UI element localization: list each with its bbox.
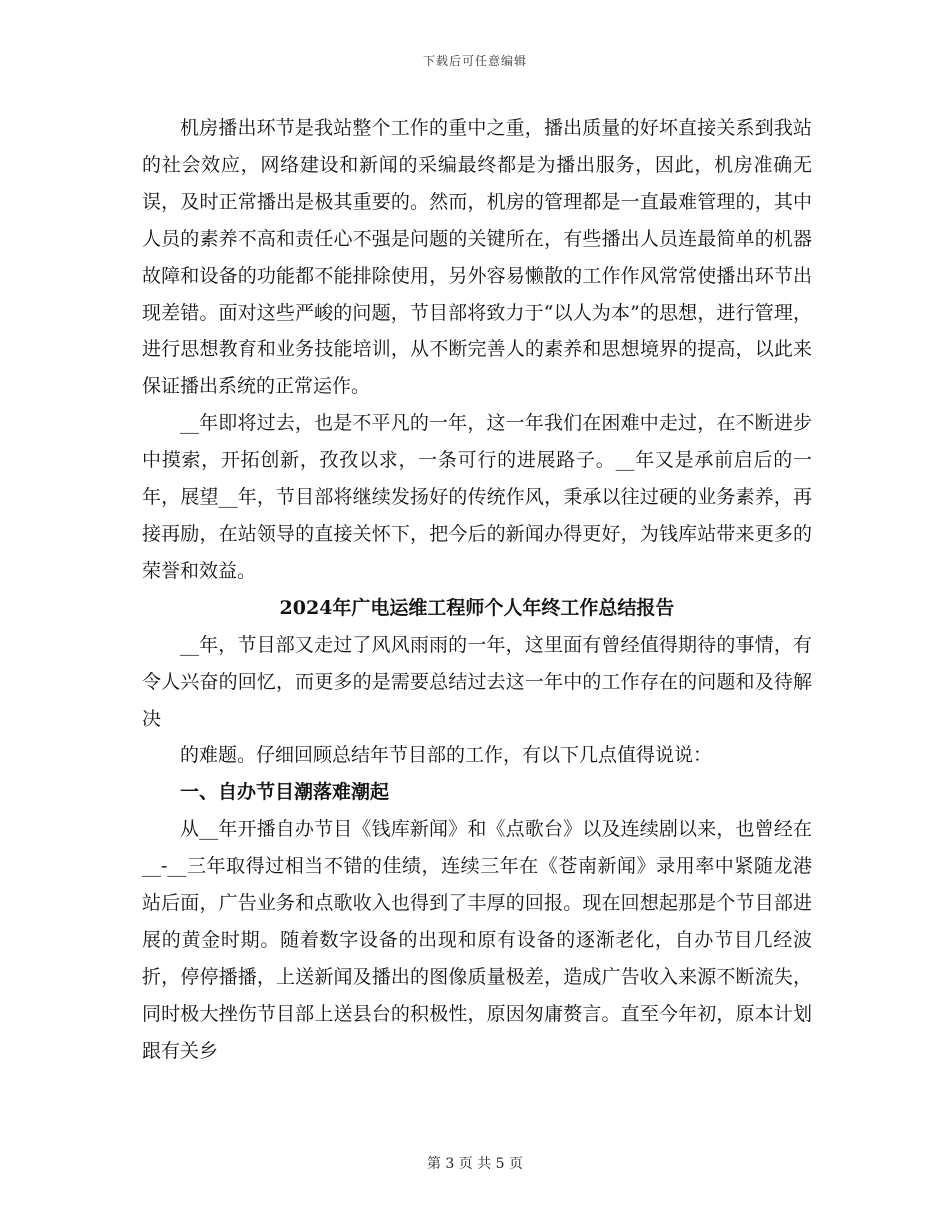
paragraph-intro: __年，节目部又走过了风风雨雨的一年，这里面有曾经值得期待的事情，有令人兴奋的回忆，而更多的是需要总结过去这一年中的工作存在的问题和及待解决 (142, 633, 812, 730)
paragraph-year-review: __年即将过去，也是不平凡的一年，这一年我们在困难中走过，在不断进步中摸索，开拓创新，孜孜以求，一条可行的进展路子。__年又是承前启后的一年，展望__年，节目部将继续发扬好的传统作风，秉承以往过硬的业务素养，再接再励，在站领导的直接关怀下，把今后的新闻办得更好，为钱库站带来更多的荣誉和效益。 (142, 412, 812, 582)
paragraph-self-programs: 从__年开播自办节目《钱库新闻》和《点歌台》以及连续剧以来，也曾经在__-__三年取得过相当不错的佳绩，连续三年在《苍南新闻》录用率中紧随龙港站后面，广告业务和点歌收入也得到了丰厚的回报。现在回想起那是个节目部进展的黄金时期。随着数字设备的出现和原有设备的逐渐老化，自办节目几经波折，停停播播，上送新闻及播出的图像质量极差，造成广告收入来源不断流失，同时极大挫伤节目部上送县台的积极性，原因匆庸赘言。直至今年初，原本计划跟有关乡 (142, 818, 812, 1062)
document-title: 2024年广电运维工程师个人年终工作总结报告 (279, 596, 675, 619)
document-body (142, 110, 812, 1070)
page-header: 下载后可任意编辑 (422, 54, 527, 68)
page-footer: 第 3 页 共 5 页 (426, 1156, 524, 1172)
paragraph-broadcast-room: 机房播出环节是我站整个工作的重中之重，播出质量的好坏直接关系到我站的社会效应，网络建设和新闻的采编最终都是为播出服务，因此，机房准确无误，及时正常播出是极其重要的。然而，机房的管理都是一直最难管理的，其中人员的素养不高和责任心不强是问题的关键所在，有些播出人员连最简单的机器故障和设备的功能都不能排除使用，另外容易懒散的工作作风常常使播出环节出现差错。面对这些严峻的问题，节目部将致力于“以人为本”的思想，进行管理，进行思想教育和业务技能培训，从不断完善人的素养和思想境界的提高，以此来保证播出系统的正常运作。 (142, 117, 812, 398)
section-heading-1: 一、自办节目潮落难潮起 (180, 781, 390, 804)
paragraph-intro-continued: 的难题。仔细回顾总结年节目部的工作，有以下几点值得说说： (180, 744, 713, 767)
